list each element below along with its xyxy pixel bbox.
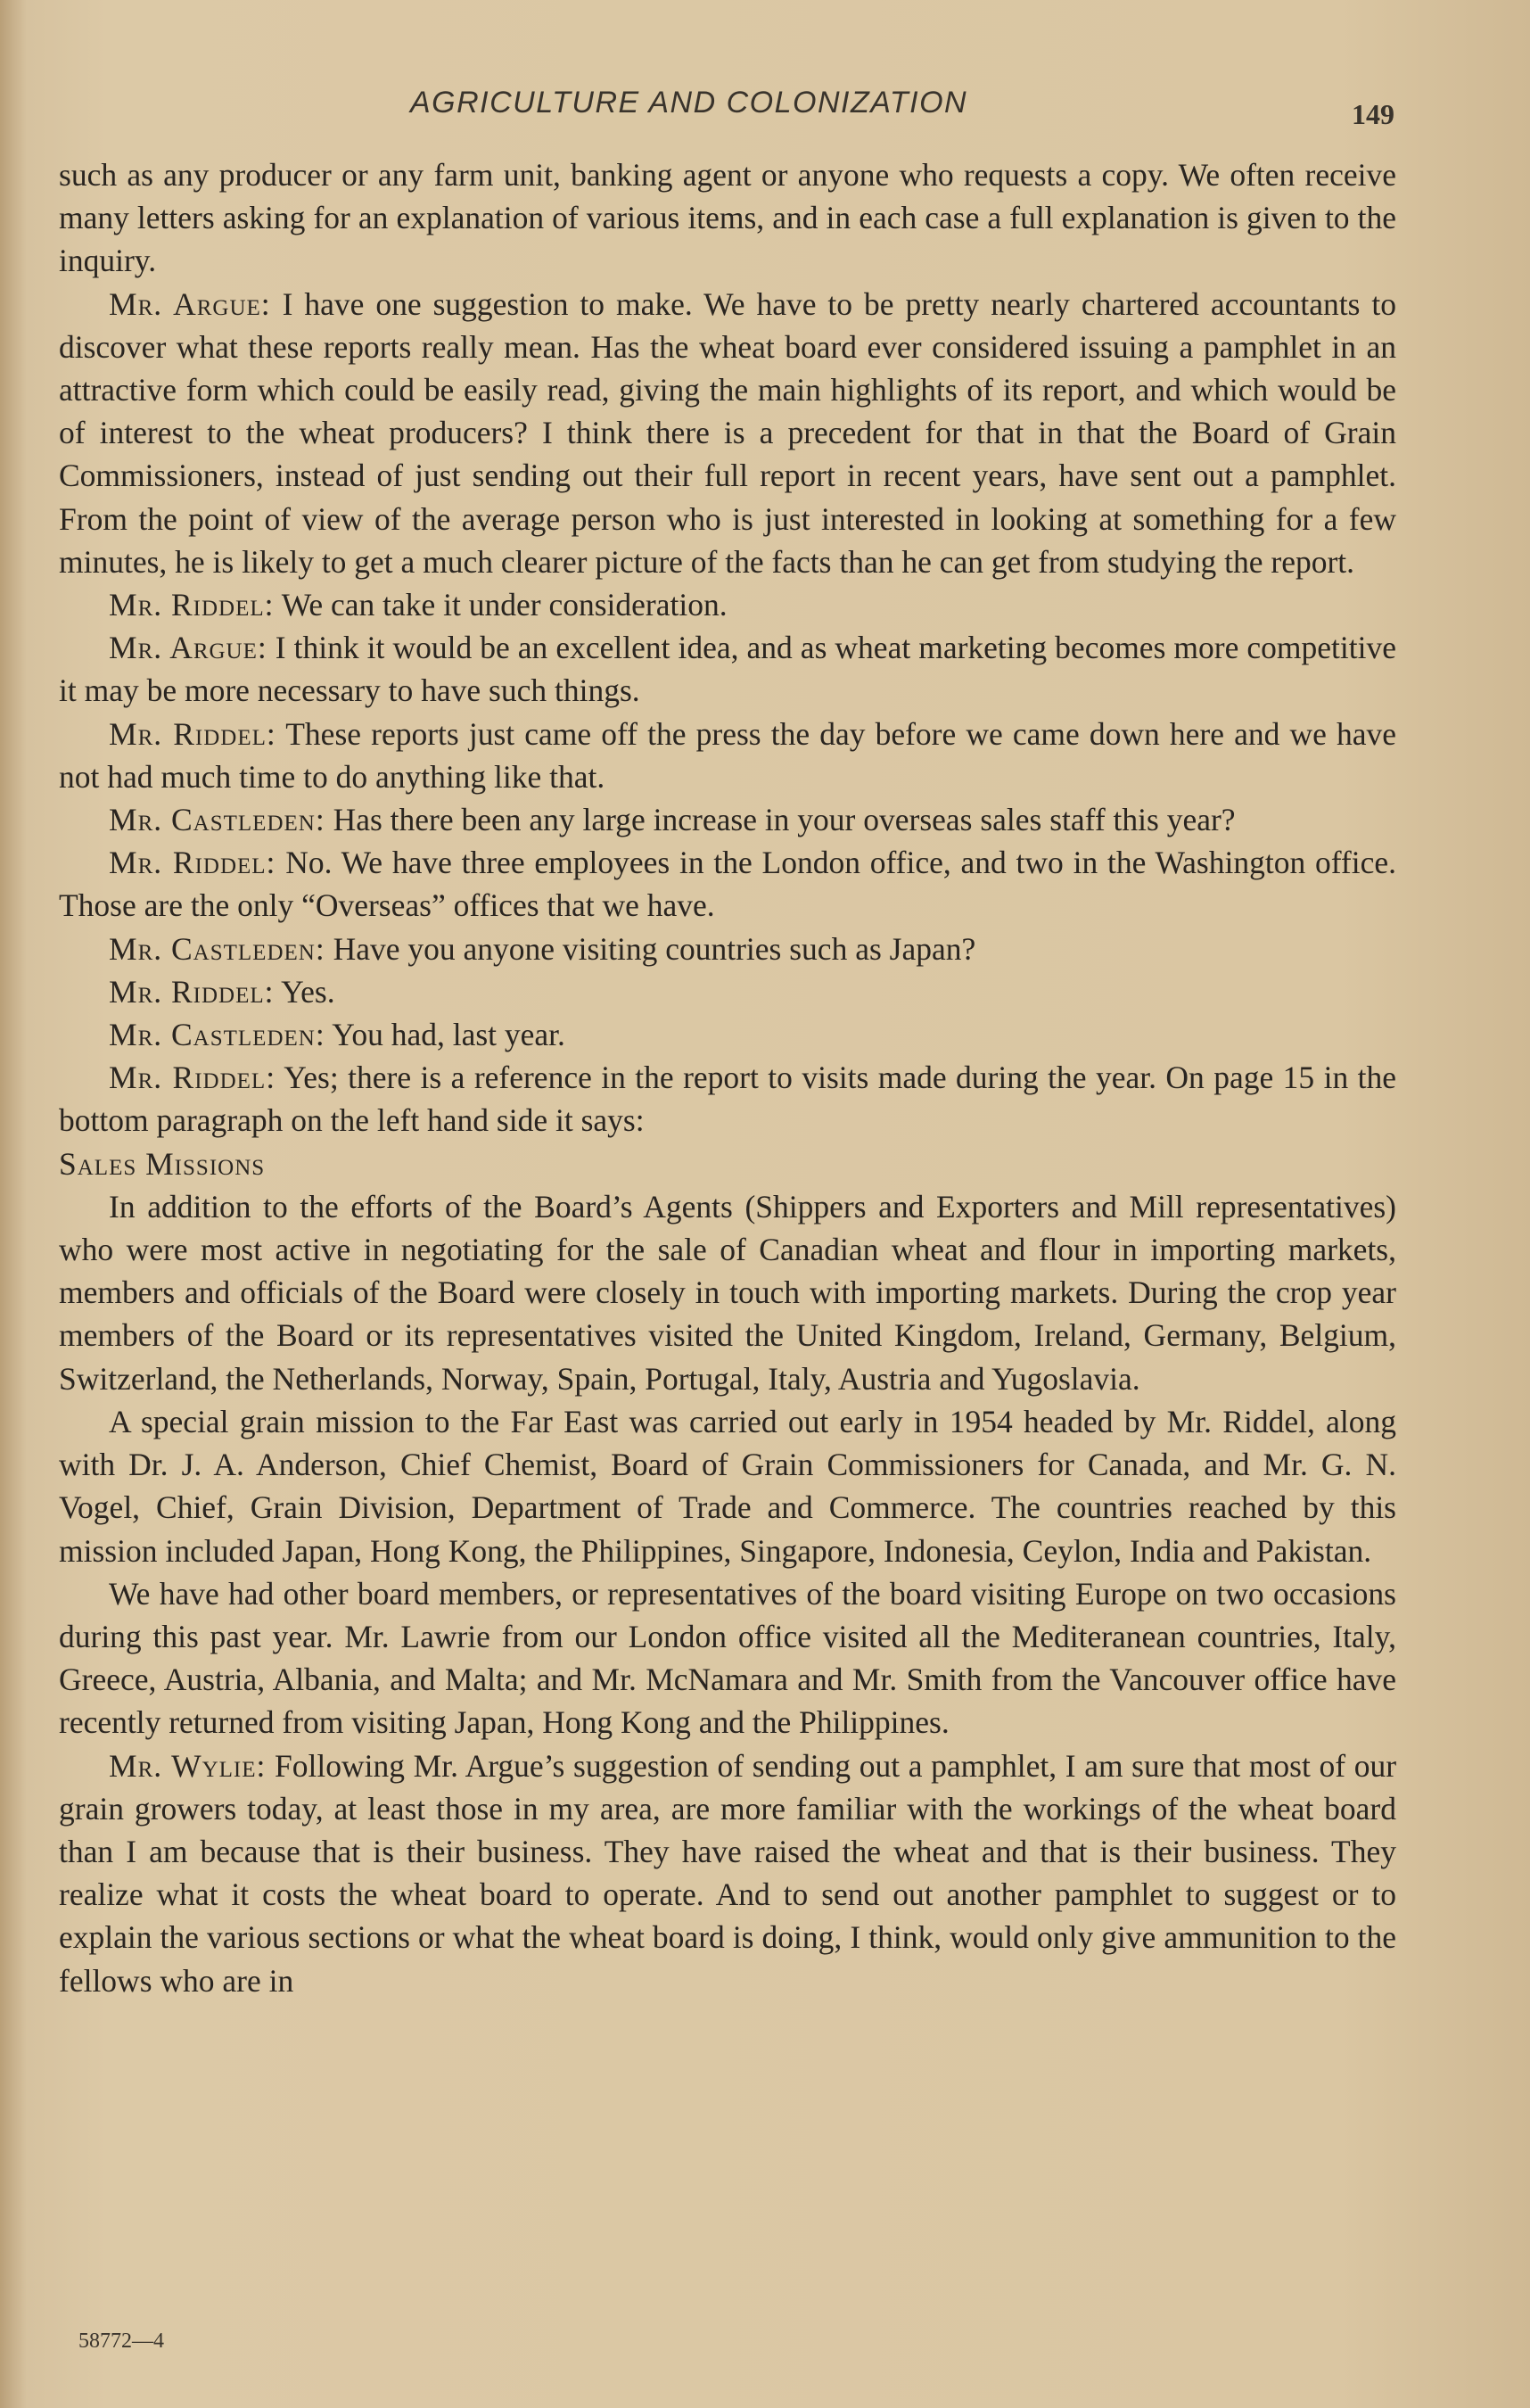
paragraph-argue-1 <box>59 283 1396 583</box>
body-text <box>59 153 1396 2002</box>
speaker-name: Mr. Riddel: <box>109 1060 276 1096</box>
paragraph-riddel-5 <box>59 1056 1396 1142</box>
paragraph-riddel-3 <box>59 841 1396 927</box>
paragraph-text: These reports just came off the press the day before we came down here and we have not had much time to do anything like that. <box>59 715 1396 795</box>
paragraph-riddel-6 <box>59 1572 1396 1744</box>
paragraph-text: We can take it under consideration. <box>281 587 728 623</box>
paragraph-text: such as any producer or any farm unit, banking agent or anyone who requests a copy. We often receive many letters asking for an explanation of various items, and in each case a full explanation is given to the inquiry. <box>59 157 1396 279</box>
paragraph-continuation <box>59 153 1396 283</box>
paragraph-text: Following Mr. Argue’s suggestion of sending out a pamphlet, I am sure that most of our grain growers today, at least those in my area, are more familiar with the workings of the wheat board than I am because that is their business. They have raised the wheat and that is their business. They realize what it costs the wheat board to operate. And to send out another pamphlet to suggest or to explain the various sections or what the wheat board is doing, I think, would only give ammunition to the fellows who are in <box>59 1747 1397 1999</box>
speaker-name: Mr. Wylie: <box>109 1747 267 1784</box>
speaker-name: Mr. Riddel: <box>109 973 275 1010</box>
paragraph-riddel-2 <box>59 713 1396 798</box>
running-title: AGRICULTURE AND COLONIZATION <box>410 86 968 120</box>
quoted-paragraph: A special grain mission to the Far East was carried out early in 1954 headed by Mr. Riddel, along with Dr. J. A. Anderson, Chief Chemist, Board of Grain Commissioners for Canada, and Mr. G. N. Vogel, Chief, Grain Division, Department of Trade and Commerce. The countries reached by this mission included Japan, Hong Kong, the Philippines, Singapore, Indonesia, Ceylon, India and Pakistan. <box>59 1403 1396 1569</box>
paragraph-text: I think it would be an excellent idea, and as wheat marketing becomes more competitive it may be more necessary to have such things. <box>59 630 1396 709</box>
paragraph-text: Has there been any large increase in your overseas sales staff this year? <box>333 802 1236 838</box>
paragraph-riddel-4 <box>59 970 1396 1013</box>
speaker-name: Mr. Riddel: <box>109 587 275 623</box>
paragraph-text: We have had other board members, or representatives of the board visiting Europe on two occasions during this past year. Mr. Lawrie from our London office visited all the Mediteranean countries, Italy, Greece, Austria, Albania, and Malta; and Mr. McNamara and Mr. Smith from the Vancouver office have recently returned from visiting Japan, Hong Kong and the Philippines. <box>59 1575 1396 1741</box>
speaker-name: Mr. Riddel: <box>109 845 276 881</box>
paragraph-text: I have one suggestion to make. We have to be pretty nearly chartered accountants to discover what these reports really mean. Has the wheat board ever considered issuing a pamphlet in an attractive form which could be easily read, giving the main highlights of its report, and which would be of interest to the wheat producers? I think there is a precedent for that in that the Board of Grain Commissioners, instead of just sending out their full report in recent years, have sent out a pamphlet. From the point of view of the average person who is just interested in looking at something for a few minutes, he is likely to get a much clearer picture of the facts than he can get from studying the report. <box>59 285 1396 580</box>
speaker-name: Mr. Castleden: <box>109 1017 325 1053</box>
paragraph-text: No. We have three employees in the London office, and two in the Washington office. Those are the only “Overseas” offices that we have. <box>59 845 1396 924</box>
page-header <box>0 86 1530 139</box>
paragraph-riddel-1 <box>59 583 1396 626</box>
speaker-name: Mr. Argue: <box>109 630 267 666</box>
paragraph-text: Yes. <box>281 973 335 1010</box>
speaker-name: Mr. Riddel: <box>109 715 276 752</box>
signature-mark: 58772—4 <box>78 2330 164 2353</box>
section-heading: Sales Missions <box>59 1145 266 1182</box>
quoted-paragraph: In addition to the efforts of the Board’s Agents (Shippers and Exporters and Mill representatives) who were most active in negotiating for the sale of Canadian wheat and flour in importing markets, members and officials of the Board were closely in touch with importing markets. During the crop year members of the Board or its representatives visited the United Kingdom, Ireland, Germany, Belgium, Switzerland, the Netherlands, Norway, Spain, Portugal, Italy, Austria and Yugoslavia. <box>59 1188 1396 1397</box>
paragraph-text: Yes; there is a reference in the report to visits made during the year. On page 15 in the bottom paragraph on the left hand side it says: <box>59 1060 1397 1139</box>
page-number: 149 <box>1352 98 1394 130</box>
paragraph-text: You had, last year. <box>332 1017 565 1053</box>
paragraph-text: Have you anyone visiting countries such as Japan? <box>333 930 976 967</box>
paragraph-argue-2 <box>59 626 1396 712</box>
paragraph-wylie-1 <box>59 1744 1396 2002</box>
speaker-name: Mr. Castleden: <box>109 802 325 838</box>
paragraph-castleden-3 <box>59 1013 1396 1056</box>
speaker-name: Mr. Castleden: <box>109 930 325 967</box>
speaker-name: Mr. Argue: <box>109 285 271 322</box>
paragraph-castleden-2 <box>59 928 1396 970</box>
paragraph-castleden-1 <box>59 798 1396 841</box>
